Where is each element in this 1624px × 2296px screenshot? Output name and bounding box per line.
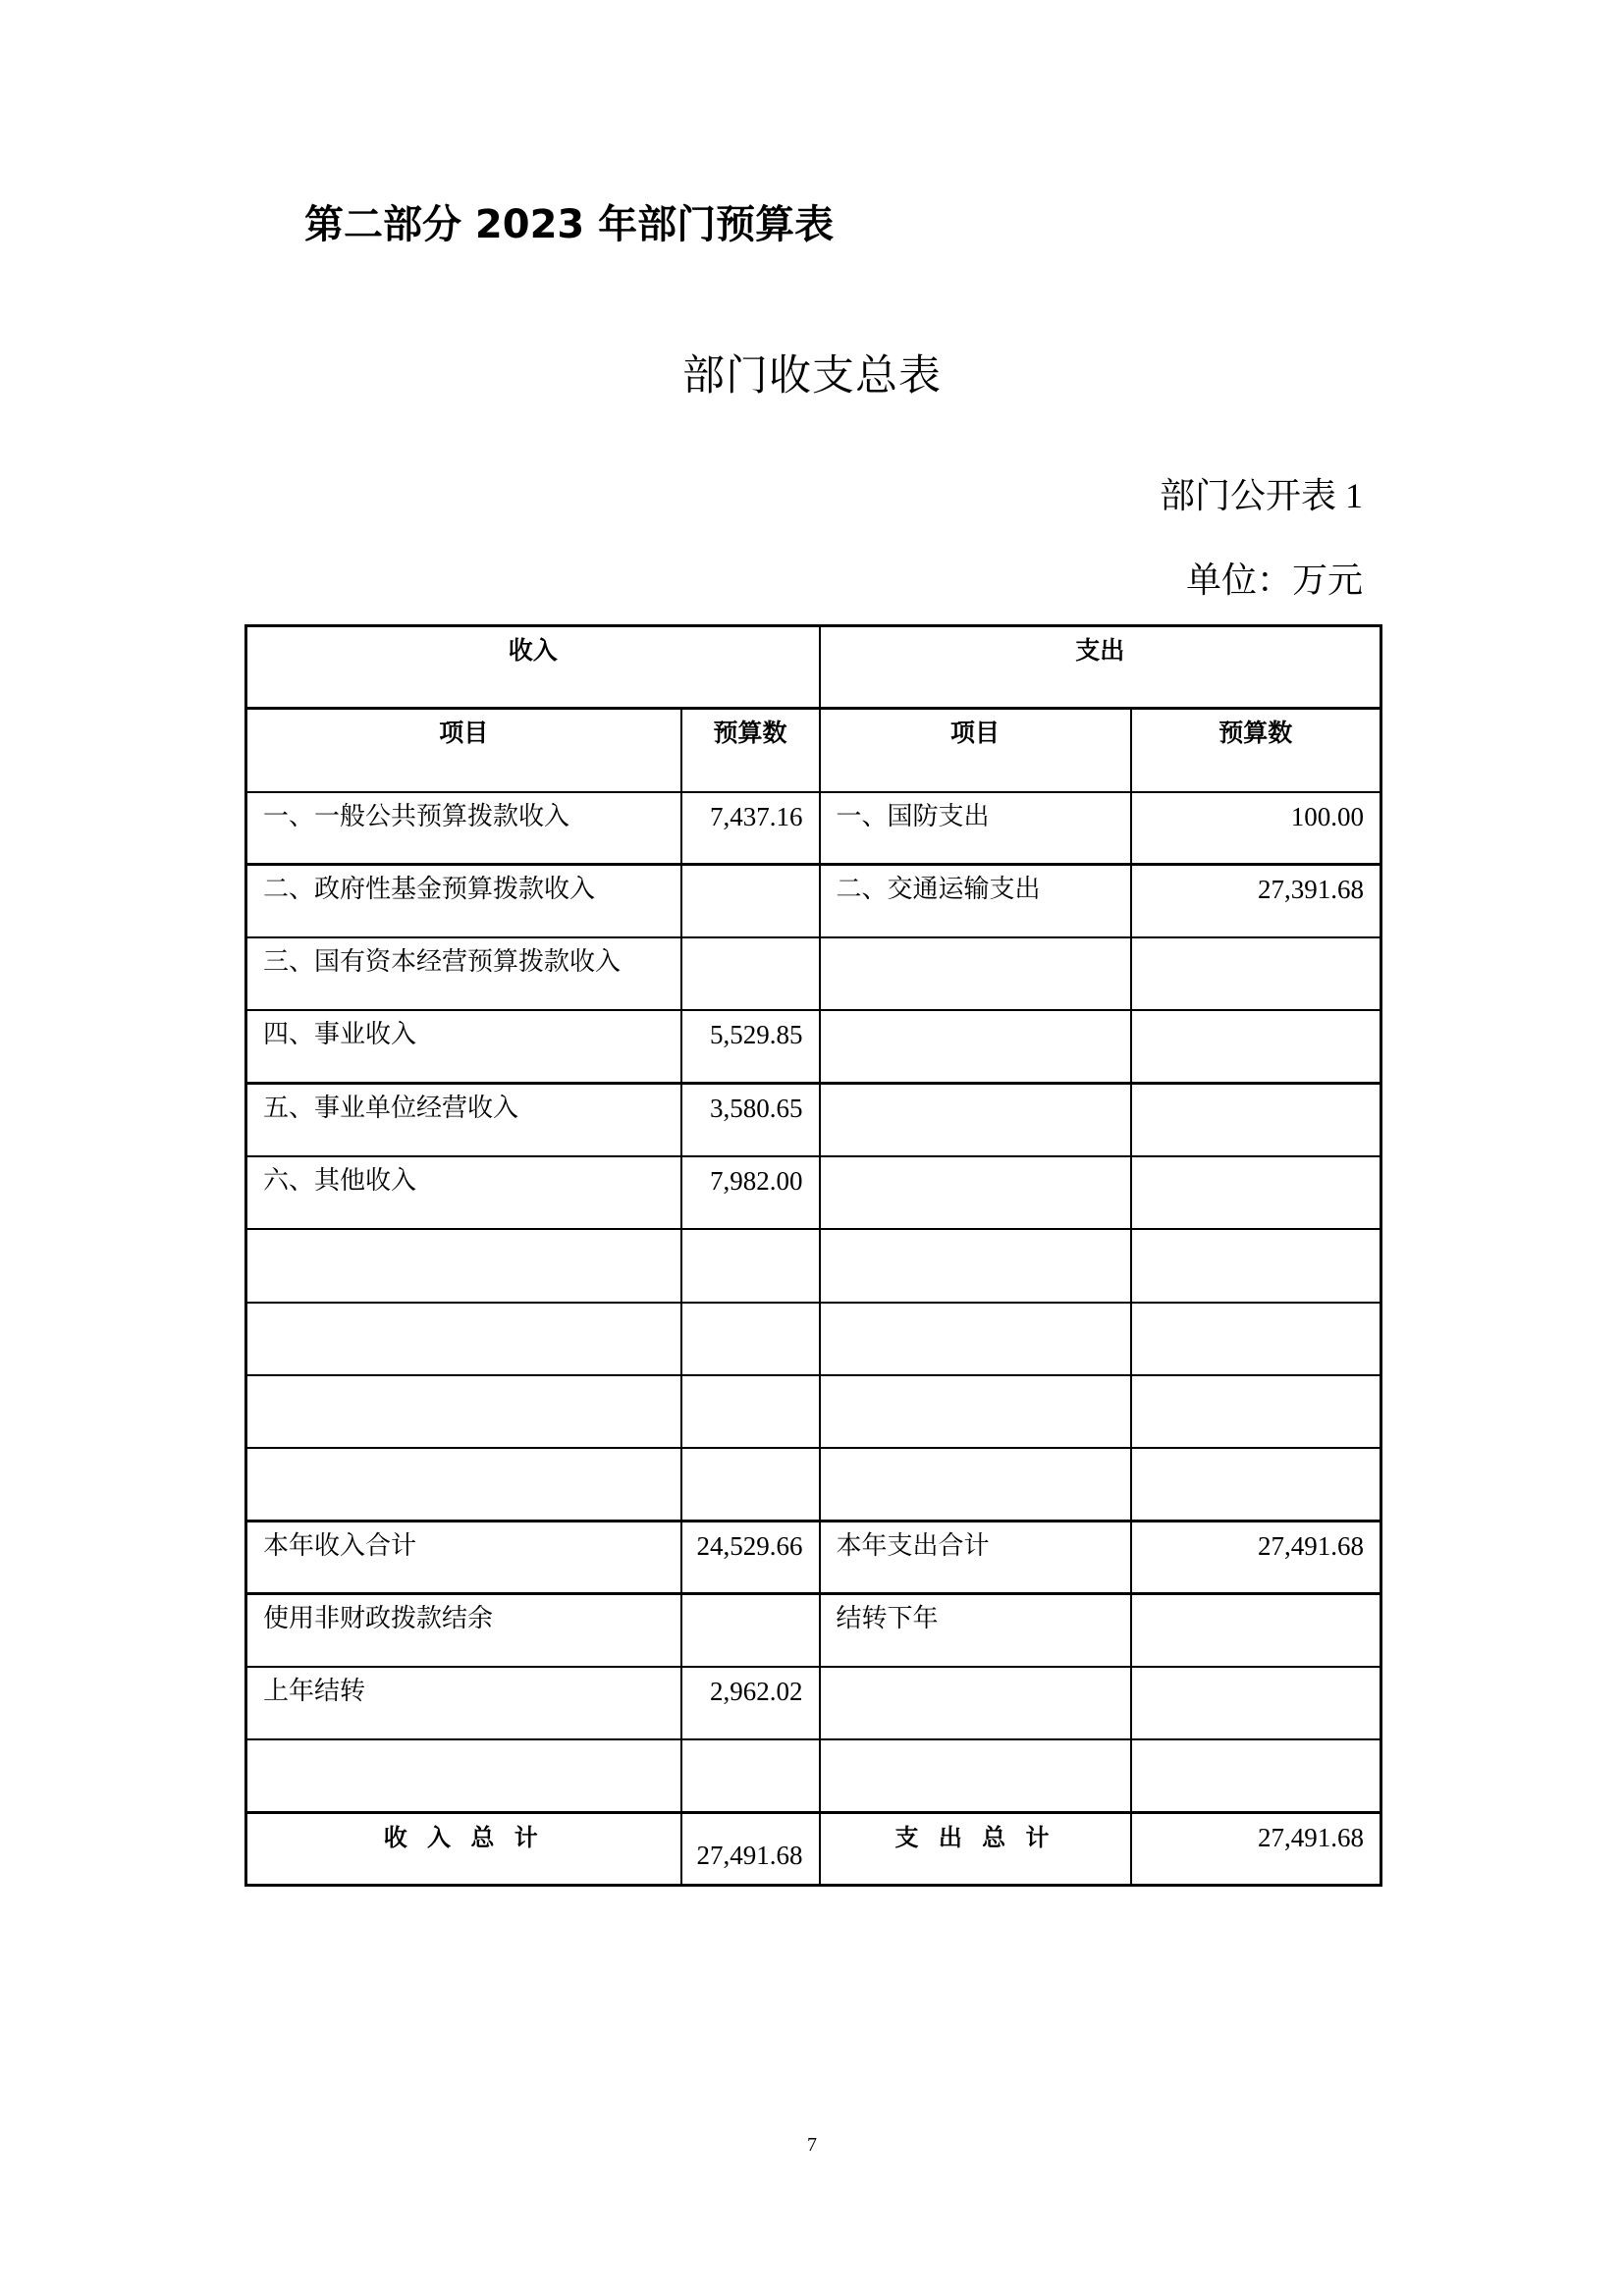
income-amount-cell: [681, 1229, 820, 1302]
expense-item-cell: [820, 1667, 1131, 1739]
table-column-header-row: [246, 709, 1381, 792]
income-amount-column-header: 预算数: [681, 709, 820, 792]
table-row: [246, 1156, 1381, 1229]
income-item-cell: 三、国有资本经营预算拨款收入: [246, 937, 681, 1010]
table-row: [246, 1010, 1381, 1083]
expense-amount-cell: [1131, 1448, 1381, 1521]
income-header: 收入: [246, 626, 820, 709]
income-item-cell: [246, 1229, 681, 1302]
expense-item-cell: [820, 937, 1131, 1010]
expense-amount-cell: [1131, 1010, 1381, 1083]
table-header-group-row: [246, 626, 1381, 709]
expense-item-cell: [820, 1229, 1131, 1302]
expense-amount-cell: 100.00: [1131, 792, 1381, 865]
table-row: [246, 1229, 1381, 1302]
income-amount-cell: [681, 865, 820, 937]
income-amount-cell: [681, 937, 820, 1010]
income-amount-cell: [681, 1375, 820, 1448]
income-item-cell: 本年收入合计: [246, 1521, 681, 1593]
expense-item-cell: [820, 1156, 1131, 1229]
total-row: [246, 1813, 1381, 1886]
expense-amount-cell: [1131, 1229, 1381, 1302]
expense-amount-column-header: 预算数: [1131, 709, 1381, 792]
expense-item-cell: [820, 1375, 1131, 1448]
table-row: [246, 1084, 1381, 1156]
income-item-cell: 五、事业单位经营收入: [246, 1084, 681, 1156]
expense-item-cell: [820, 1448, 1131, 1521]
income-item-cell: 使用非财政拨款结余: [246, 1594, 681, 1667]
table-row: [246, 1739, 1381, 1812]
table-row: [246, 1521, 1381, 1593]
expense-total-amount: 27,491.68: [1131, 1813, 1381, 1886]
income-item-cell: 一、一般公共预算拨款收入: [246, 792, 681, 865]
income-item-cell: 上年结转: [246, 1667, 681, 1739]
expense-amount-cell: [1131, 1303, 1381, 1375]
income-total-amount: 27,491.68: [681, 1813, 820, 1886]
income-amount-cell: [681, 1739, 820, 1812]
table-row: [246, 1303, 1381, 1375]
table-title: [0, 348, 1624, 403]
income-amount-cell: 7,437.16: [681, 792, 820, 865]
expense-item-cell: [820, 1739, 1131, 1812]
income-amount-cell: 24,529.66: [681, 1521, 820, 1593]
income-item-column-header: 项目: [246, 709, 681, 792]
income-item-cell: [246, 1448, 681, 1521]
table-row: [246, 1375, 1381, 1448]
budget-summary-table: [244, 624, 1382, 1887]
expense-item-cell: 本年支出合计: [820, 1521, 1131, 1593]
expense-total-label: 支 出 总 计: [820, 1813, 1131, 1886]
unit-label: 单位：万元: [1185, 561, 1363, 600]
expense-item-cell: 二、交通运输支出: [820, 865, 1131, 937]
table-title-text: 部门收支总表: [682, 351, 942, 400]
table-code: 部门公开表 1: [1159, 476, 1363, 515]
income-item-cell: 四、事业收入: [246, 1010, 681, 1083]
expense-amount-cell: 27,491.68: [1131, 1521, 1381, 1593]
income-total-label: 收 入 总 计: [246, 1813, 681, 1886]
expense-item-cell: 结转下年: [820, 1594, 1131, 1667]
expense-item-cell: [820, 1084, 1131, 1156]
table-body: [246, 792, 1381, 1813]
table-row: [246, 1448, 1381, 1521]
expense-amount-cell: [1131, 1739, 1381, 1812]
expense-amount-cell: [1131, 1667, 1381, 1739]
table-row: [246, 1594, 1381, 1667]
expense-header: 支出: [820, 626, 1381, 709]
expense-item-cell: [820, 1303, 1131, 1375]
expense-amount-cell: [1131, 1375, 1381, 1448]
income-item-cell: 二、政府性基金预算拨款收入: [246, 865, 681, 937]
income-item-cell: [246, 1739, 681, 1812]
expense-amount-cell: [1131, 1084, 1381, 1156]
table-row: [246, 792, 1381, 865]
income-item-cell: 六、其他收入: [246, 1156, 681, 1229]
income-item-cell: [246, 1303, 681, 1375]
expense-amount-cell: [1131, 1594, 1381, 1667]
expense-amount-cell: 27,391.68: [1131, 865, 1381, 937]
expense-amount-cell: [1131, 1156, 1381, 1229]
income-amount-cell: 2,962.02: [681, 1667, 820, 1739]
expense-item-cell: [820, 1010, 1131, 1083]
expense-amount-cell: [1131, 937, 1381, 1010]
table-row: [246, 865, 1381, 937]
income-amount-cell: [681, 1448, 820, 1521]
income-amount-cell: [681, 1303, 820, 1375]
expense-item-cell: 一、国防支出: [820, 792, 1131, 865]
income-amount-cell: [681, 1594, 820, 1667]
page-number: 7: [807, 2134, 817, 2156]
income-amount-cell: 7,982.00: [681, 1156, 820, 1229]
income-item-cell: [246, 1375, 681, 1448]
section-title: 第二部分 2023 年部门预算表: [304, 202, 835, 247]
expense-item-column-header: 项目: [820, 709, 1131, 792]
income-amount-cell: 5,529.85: [681, 1010, 820, 1083]
table-row: [246, 1667, 1381, 1739]
table-row: [246, 937, 1381, 1010]
income-amount-cell: 3,580.65: [681, 1084, 820, 1156]
